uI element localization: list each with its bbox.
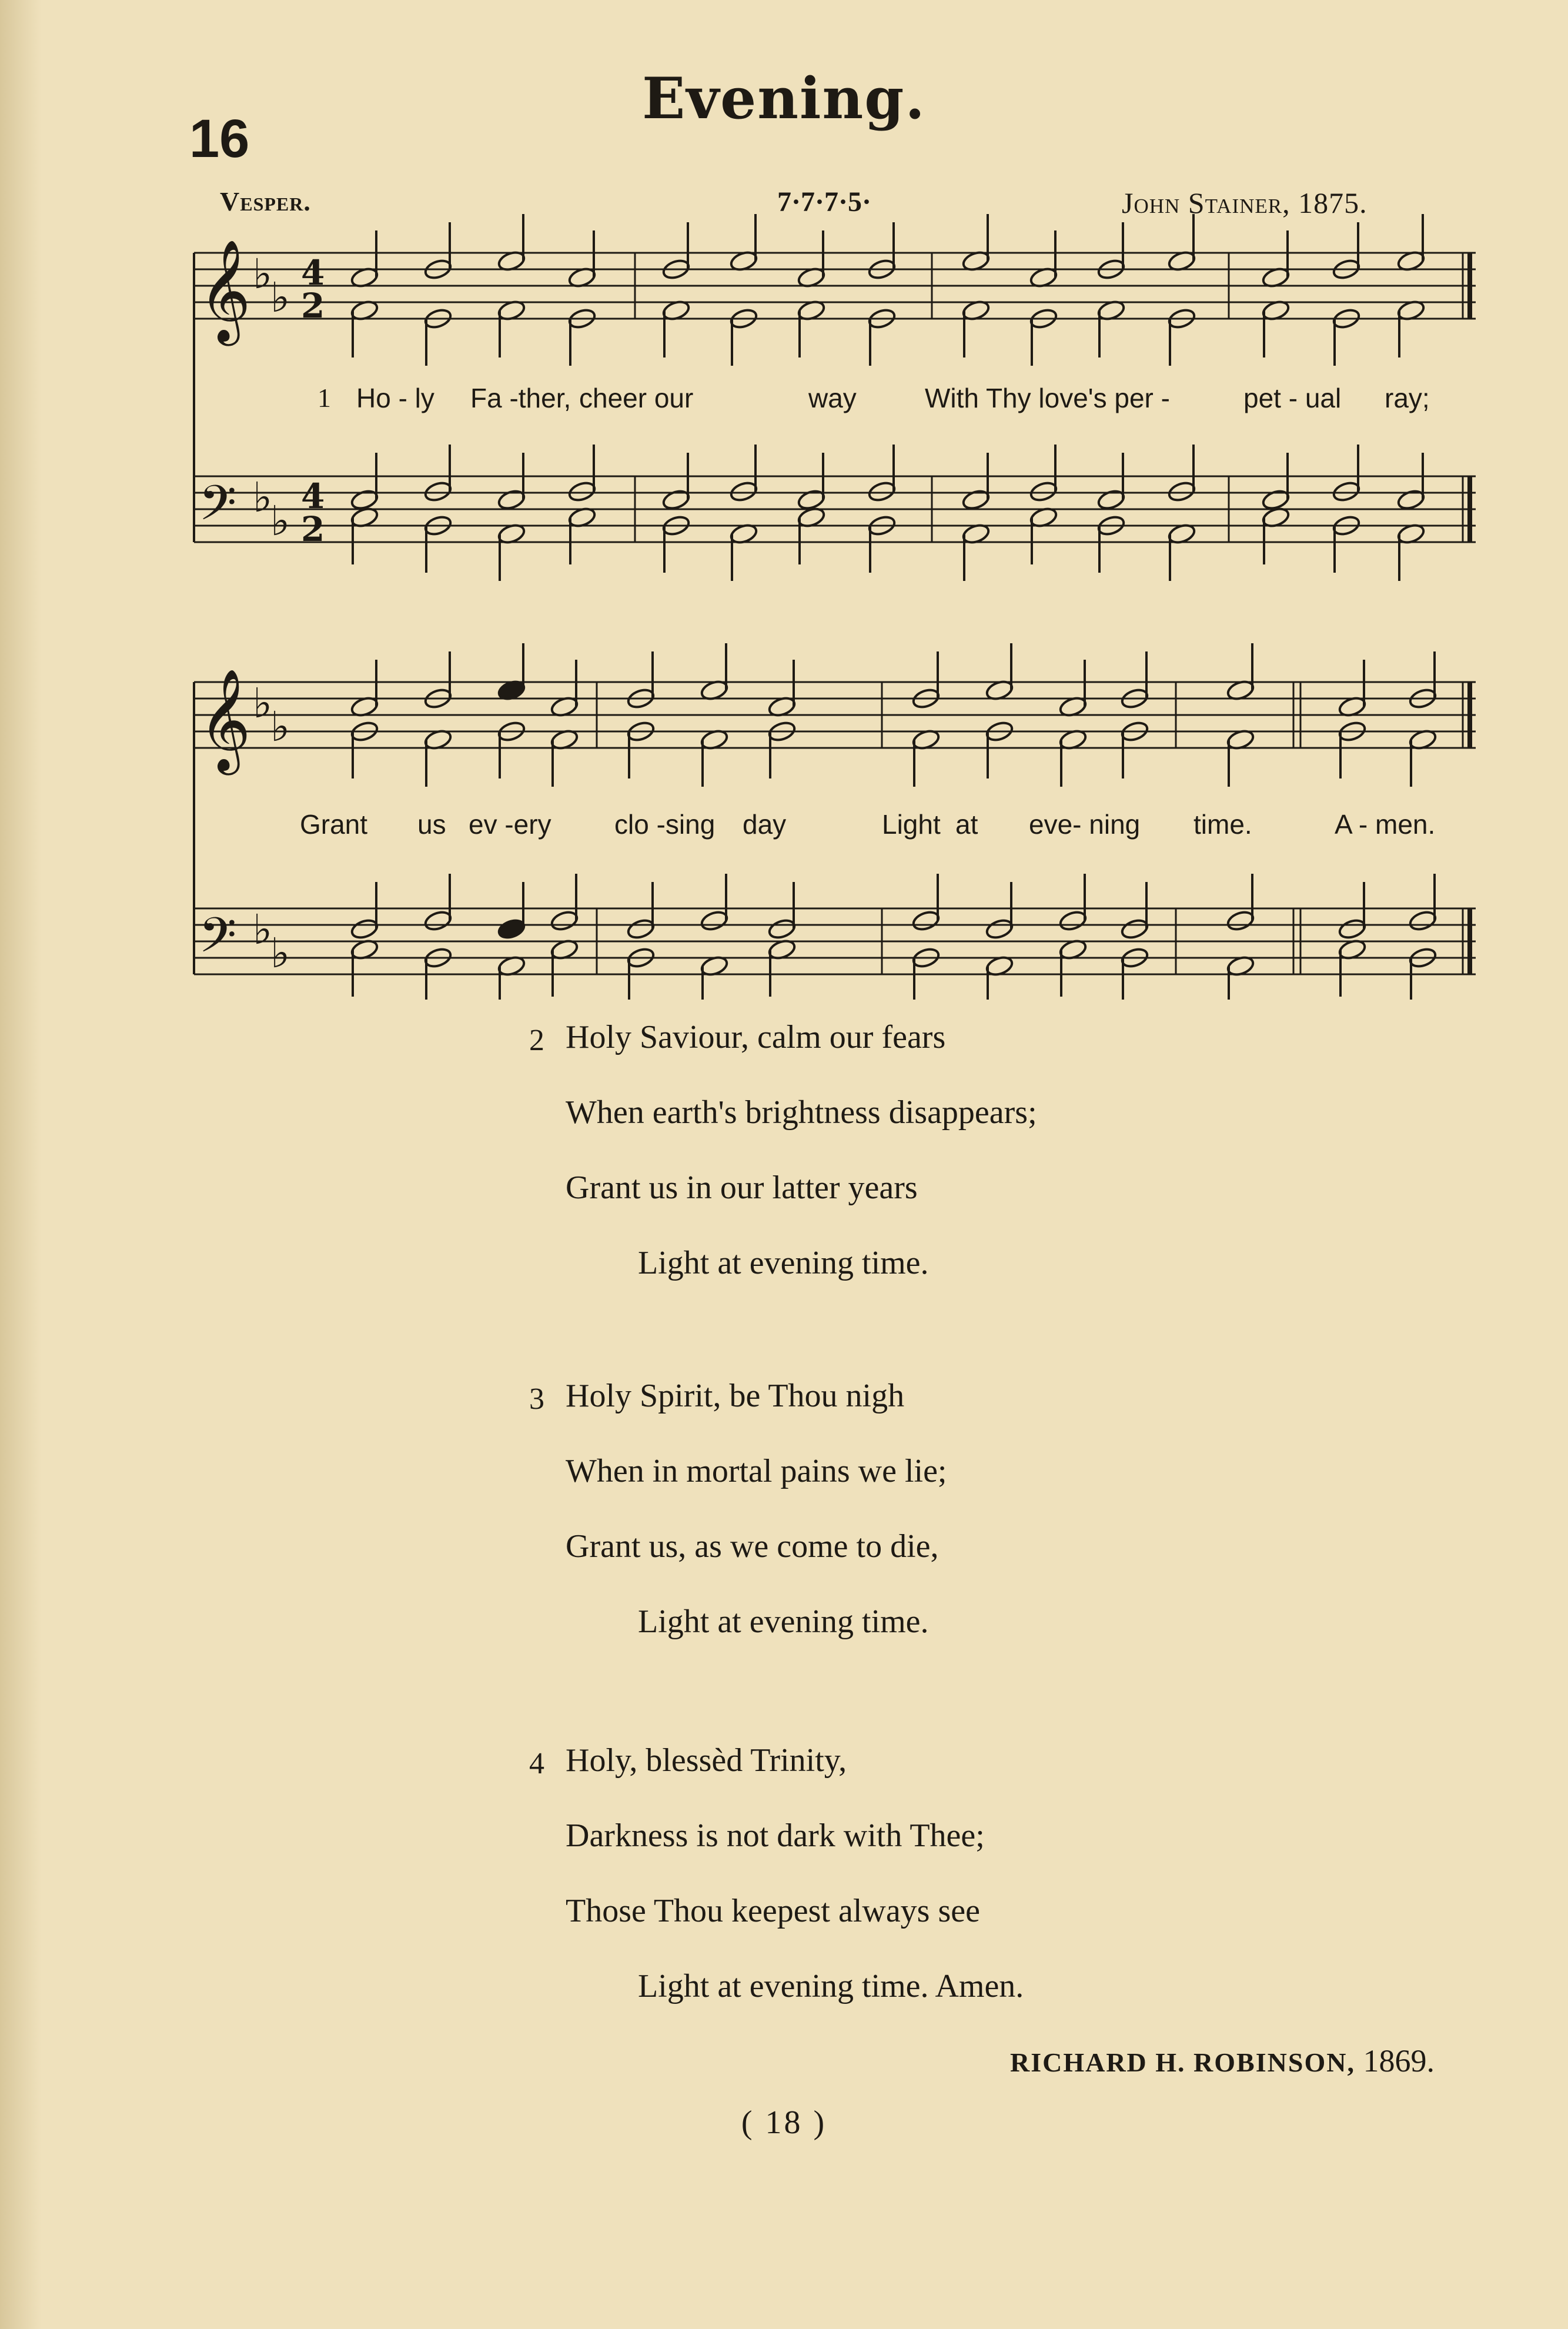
lyric-syllable: eve- ning [1029,809,1141,840]
music-score [0,0,1568,1000]
note-head [1332,480,1361,503]
bass-clef-icon: 𝄢 [199,907,237,975]
lyric-syllable: day [743,809,787,840]
lyric-syllable: Light [882,809,941,840]
svg-text:♭: ♭ [253,679,273,727]
verse-line: Light at evening time. [638,1245,929,1281]
svg-text:♭: ♭ [253,473,273,522]
note-head [1226,909,1255,932]
lyric-verse-number: 1 [317,383,331,413]
note-head [797,488,826,511]
note-head [867,480,897,503]
note-head [497,917,526,940]
verse-line: Darkness is not dark with Thee; [566,1817,985,1854]
note-head [1029,480,1058,503]
note-head [1167,480,1196,503]
author-name: RICHARD H. ROBINSON, [1010,2047,1355,2077]
note-head [567,480,597,503]
svg-text:♭: ♭ [270,703,290,751]
note-head [729,480,758,503]
page-number: ( 18 ) [741,2104,827,2141]
verse-line: Holy Spirit, be Thou nigh [566,1378,905,1414]
note-head [350,917,379,940]
lyric-syllable: ev -ery [469,809,551,840]
author-year: 1869. [1363,2043,1435,2079]
author-credit [1010,2043,1435,2079]
note-head [423,480,453,503]
lyric-syllable: time. [1193,809,1252,840]
treble-staff-2 [194,682,1476,748]
note-head [350,488,379,511]
verse-line: When earth's brightness disappears; [566,1094,1037,1131]
note-head [626,917,656,940]
note-head [1338,917,1367,940]
lyric-syllable: Fa -ther, [470,383,571,413]
lyric-syllable: ray; [1385,383,1430,413]
composer: John Stainer, 1875. [1122,186,1368,219]
lyric-syllable: us [417,809,446,840]
verse-line: Light at evening time. Amen. [638,1968,1024,2004]
bass-staff-2 [194,908,1476,974]
note-head [1396,488,1426,511]
note-head [985,917,1014,940]
note-head [550,909,579,932]
lyric-syllable: clo -sing [614,809,716,840]
treble-staff-1 [194,253,1476,319]
note-head [423,909,453,932]
lyric-syllable: With Thy love's per - [925,383,1170,413]
note-head [911,909,941,932]
hymn-number: 16 [189,109,250,169]
svg-text:♭: ♭ [253,905,273,954]
lyric-syllable: Grant [300,809,368,840]
svg-text:♭: ♭ [270,497,290,545]
treble-clef-icon: 𝄞 [199,239,251,342]
verse-number: 3 [529,1382,544,1416]
hymn-title: Evening. [642,65,926,132]
lyric-syllable: Ho - ly [356,383,434,413]
verse-line: Light at evening time. [638,1603,929,1640]
lyric-syllable: A - men. [1335,809,1436,840]
verse-line: Holy Saviour, calm our fears [566,1019,946,1055]
verse-line: When in mortal pains we lie; [566,1453,947,1489]
verse-number: 4 [529,1747,544,1780]
verse-line: Those Thou keepest always see [566,1893,980,1929]
note-head [661,488,691,511]
verse-line: Grant us, as we come to die, [566,1528,939,1565]
note-head [961,488,991,511]
tune-name: Vesper. [220,186,311,216]
verse-line: Holy, blessèd Trinity, [566,1742,847,1779]
lyric-syllable: at [955,809,978,840]
bass-clef-icon: 𝄢 [199,475,237,543]
note-head [497,488,526,511]
svg-text:4: 4 [301,253,325,293]
lyric-syllable: way [808,383,857,413]
note-head [767,917,797,940]
verse-line: Grant us in our latter years [566,1169,918,1206]
note-head [1096,488,1126,511]
treble-clef-icon: 𝄞 [199,669,251,771]
svg-text:♭: ♭ [270,273,290,322]
svg-text:♭: ♭ [253,250,273,298]
note-head [1408,909,1437,932]
svg-text:2: 2 [301,509,325,549]
note-head [700,909,729,932]
svg-text:♭: ♭ [270,929,290,977]
lyric-syllable: pet - ual [1243,383,1342,413]
svg-text:2: 2 [301,286,325,326]
meter: 7·7·7·5· [777,186,872,218]
note-head [1261,488,1290,511]
note-head [1120,917,1149,940]
verse-number: 2 [529,1024,544,1057]
note-head [1058,909,1088,932]
svg-text:4: 4 [301,476,325,516]
lyric-syllable: cheer our [579,383,694,413]
